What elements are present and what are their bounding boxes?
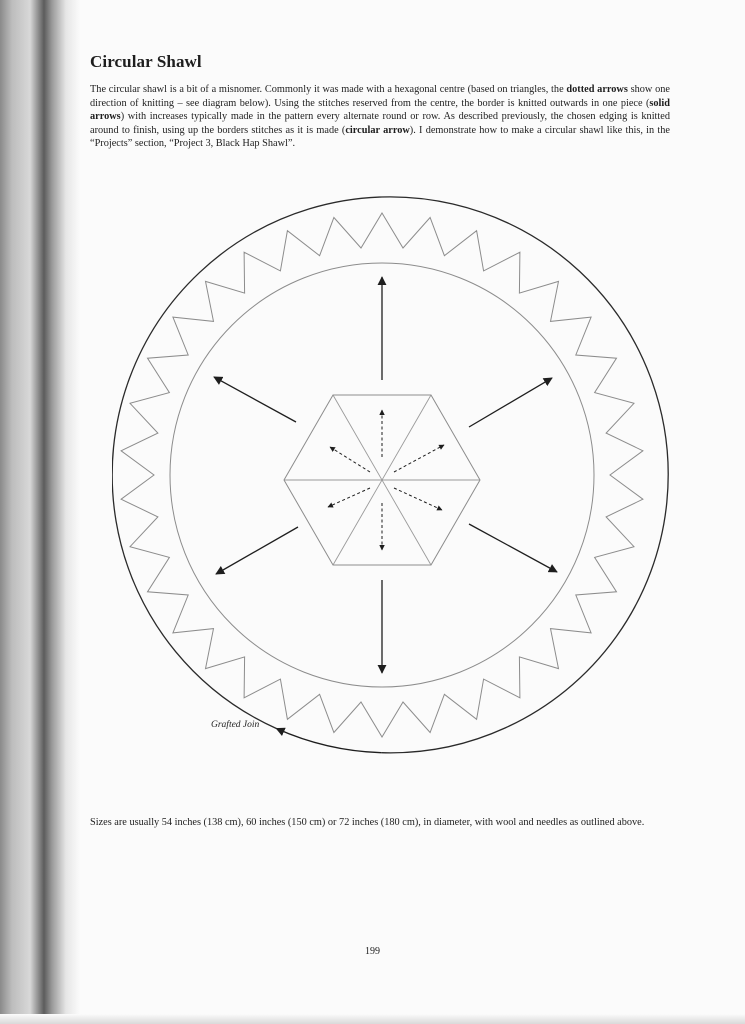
page-title: Circular Shawl <box>90 52 202 71</box>
solid-arrows-border <box>214 277 557 673</box>
intro-text-4: ). I demonstrate how to make a circular shawl like this, in the “Projects” section, “Project 3, Black Hap Shawl”. <box>90 124 670 150</box>
outer-circle-arc <box>112 197 668 753</box>
intro-text-1: The circular shawl is a bit of a misnomer. Commonly it was made with a hexagonal centre (based on triangles, the <box>90 84 567 95</box>
page-number: 199 <box>365 946 380 957</box>
intro-bold-circular-arrow: circular arrow <box>345 124 410 136</box>
intro-bold-dotted-arrows: dotted arrows <box>566 84 628 95</box>
hexagon-triangle-lines <box>284 395 480 565</box>
intro-text-2: show one direction of knitting – see diagram below). Using the stitches reserved from the centre, the border is knitted outwards in one piece ( <box>90 84 670 109</box>
shawl-diagram <box>112 185 672 765</box>
sizes-paragraph: Sizes are usually 54 inches (138 cm), 60 inches (150 cm) or 72 inches (180 cm), in diameter, with wool and needles as outlined above. <box>90 817 645 828</box>
circular-arrow <box>276 729 381 753</box>
intro-bold-solid-arrows: solid arrows <box>90 97 670 123</box>
intro-paragraph <box>90 83 670 151</box>
grafted-join-label: Grafted Join <box>211 720 260 730</box>
book-gutter-shadow <box>0 0 80 1024</box>
intro-text-3: ) with increases typically made in the pattern every alternate round or row. As described previously, the chosen edging is knitted around to finish, using up the borders stitches as it is made ( <box>90 111 670 136</box>
page-bottom-edge <box>0 1014 745 1024</box>
